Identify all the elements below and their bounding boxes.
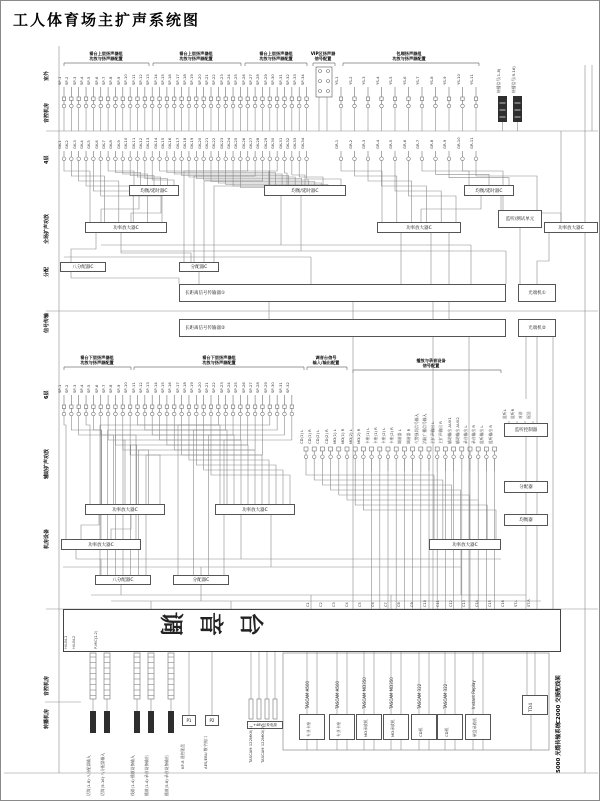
td4-box [522,695,548,715]
connector-code-label: GK-16 [167,137,173,149]
console-channel-code: C16 [501,600,505,607]
console-channel-code: ST-L [514,599,518,607]
console-channel-code: C11 [436,600,440,607]
group-header-line: 看台下层扬声器组 [202,355,236,360]
connector-code-label: SP-31 [277,382,283,393]
group-header-line: VIP区扬声器 [310,51,336,56]
connector-code-label: SP-7 [101,384,107,393]
connector-code-label: SP-13 [145,382,151,393]
connector-code-label: GK-5 [86,140,92,149]
group-header-line: 看台上层扬声器组 [89,51,123,56]
connector-code-label: GK-1 [57,140,62,149]
connector-code-label: YS-7 [415,76,420,85]
console-channel-code: C6 [371,602,375,607]
equipment-box: 八分配器C [60,262,106,272]
device-box [437,714,463,740]
group-header-line: 输入/输出配置 [312,360,340,366]
connector-code-label: GK-3 [71,140,77,149]
kp-caption: KP-8 遥控键盘 [180,744,185,769]
connector-code-label: SP-27 [248,382,254,393]
console-channel-code: C1 [306,602,310,607]
connector-code-label: GK-12 [137,137,143,149]
connector-code-label: SP-27 [248,74,254,85]
console-input-code: H4-IN-1 [64,635,68,649]
device-model-label: TASCAM A500 [305,680,310,709]
tie-line-label: 话筒(1-8)·八分配器输入 [86,755,91,796]
connector-code-label: SP-10 [123,382,129,393]
device-type-label: MD录放机 [363,719,368,737]
connector-code-label: 录音输出 L [463,425,468,444]
group-header-line: 播放与录音设备 [416,358,446,363]
connector-code-label: GR-5 [388,139,393,149]
connector-code-label: 卡座(1) L [364,427,370,444]
connector-code-label: GK-11 [130,137,136,149]
connector-code-label: SP-7 [101,76,107,85]
zone-label: 室外 [44,70,50,81]
connector-code-label: YS-1 [334,76,339,85]
group-header-line: 看台上层扬声器组 [179,51,213,56]
equipment-box: 均衡器 [504,514,548,526]
group-header-line: 功放与扬声器配置 [259,56,293,62]
connector-code-label: SP-13 [145,74,151,85]
monitor-tick-label: 监听R [510,408,515,419]
connector-code-label: 录音输出 R [471,424,477,444]
connector-code-label: SP-4 [79,384,85,393]
equipment-box: 功率放大器C [61,539,141,550]
connector-code-label: SP-2 [64,384,70,393]
device-type-label: 硬盘录放机 [472,718,477,737]
kp-box: P1 [182,715,196,726]
equipment-box: 光端机① [518,284,556,302]
group-header-line: 包厢扬声器组 [396,51,422,56]
connector-code-label: GK-20 [196,137,202,149]
console-channel-code: C13 [462,600,466,607]
connector-code-label: GK-32 [284,137,290,149]
connector-code-label: SP-26 [240,382,246,393]
connector-code-label: SP-15 [159,74,165,85]
device-model-label: TASCAM 322 [417,683,422,709]
group-header [259,51,293,61]
connector-code-label: GK-26 [240,137,246,149]
connector-code-label: GK-13 [145,137,151,149]
connector-code-label: SP-30 [270,382,276,393]
equipment-box: 分配器 [504,481,548,493]
zone-label: 信号传输 [44,312,50,333]
connector-code-label: MD(1) L [331,429,337,444]
group-header [313,355,340,365]
connector-code-label: 辅助输出 AUX2 [454,417,460,444]
connector-code-label: SP-10 [123,74,129,85]
broadcast-strip-label: 转播信号(1-8) [495,68,501,93]
connector-code-label: GR-10 [455,137,461,149]
group-header-line: 功放与扬声器配置 [80,360,114,366]
connector-code-label: YS-10 [455,74,461,85]
connector-code-label: SP-22 [211,74,217,85]
connector-code-label: SP-28 [255,74,261,85]
console-channel-code: C14 [475,600,479,607]
connector-code-label: GK-27 [248,137,254,149]
connector-code-label: SP-33 [292,74,298,85]
connector-code-label: SP-3 [71,384,77,393]
connector-code-label: 主扩声输出 R [438,421,444,444]
equipment-box: 长距离信号传输器① [179,284,506,302]
connector-code-label: SP-2 [64,76,70,85]
connector-code-label: SP-16 [167,74,173,85]
monitor-tick-label: 对讲 [518,411,523,419]
zone-label: 4层 [44,155,50,164]
connector-code-label: GK-6 [93,140,99,149]
connector-code-label: GR-8 [428,139,434,149]
connector-code-label: GR-4 [374,139,380,149]
console-channel-code: C3 [332,602,336,607]
connector-code-label: 监听输出 L [479,425,485,444]
connector-code-label: GK-4 [79,140,85,149]
mixing-console-label [151,612,271,636]
cassette-deck-label: TASCAM 122MKII(1) [248,725,253,763]
connector-code-label: SP-1 [57,76,62,85]
connector-code-label: CD(1) R [307,429,313,444]
equipment-box: 分配器C [179,262,219,272]
connector-code-label: GK-25 [233,137,239,149]
connector-code-label: GK-21 [204,137,209,149]
console-channel-code: C9 [410,602,414,607]
tie-line-label: 话筒(9-16)·八分配器输入 [100,752,105,796]
connector-code-label: SP-24 [226,74,232,85]
connector-code-label: SP-14 [152,74,158,85]
group-header [179,51,213,61]
broadcast-strip-label: 转播信号(9-16) [510,66,516,93]
connector-code-label: SP-31 [277,74,283,85]
device-box [329,714,355,740]
equipment-box: 均衡/延时器C [264,185,346,196]
console-channel-code: C12 [449,600,453,607]
optical-system-label: C2000 交接配线架 [556,675,562,724]
connector-code-label: SP-19 [189,382,195,393]
device-model-label: TASCAM A500 [335,680,340,709]
group-header [311,51,336,61]
connector-code-label: SP-21 [204,74,209,85]
group-header-line: 信号配置 [422,363,440,369]
connector-code-label: GK-8 [108,140,114,149]
connector-code-label: GK-9 [115,140,121,149]
connector-code-label: SP-12 [137,382,143,393]
equipment-box: 均衡/延时器C [464,185,514,196]
group-header [89,51,123,61]
equipment-box: 长距离信号传输器② [179,319,506,337]
group-header-line: 功放与扬声器配置 [392,56,426,62]
group-header-line: 看台下层扬声器组 [80,355,114,360]
connector-code-label: SP-23 [218,74,224,85]
cassette-deck-label: TASCAM 122MKII(2) [260,725,265,763]
console-input-code: P-MIC(1-2) [94,630,98,649]
console-channel-code: C7 [384,602,388,607]
connector-code-label: GR-3 [361,139,366,149]
connector-code-label: SP-32 [284,74,290,85]
device-model-label: TASCAM 322 [443,683,448,709]
connector-code-label: SP-34 [299,74,305,85]
td4-label: TD4 [529,702,534,712]
zone-label: 转播机房 [44,708,50,729]
connector-code-label: 调谐器 R [405,428,411,444]
equipment-box: 功率放大器C [377,222,461,233]
group-header [80,355,114,365]
connector-code-label: 卡座(2) L [381,427,386,444]
console-channel-code: ST-R [527,599,531,607]
connector-code-label: GR-6 [401,139,407,149]
connector-code-label: SP-6 [93,76,99,85]
connector-code-label: SP-28 [255,382,261,393]
connector-code-label: CD(1) L [299,429,304,444]
device-model-label: TASCAM MD350 [389,677,394,709]
page-title: 工人体育场主扩声系统图 [13,11,201,29]
connector-code-label: 火警强切信号输入 [413,413,419,444]
connector-code-label: MD(2) R [356,428,362,444]
optical-system-label: 5000 光缆传输系统 [556,722,562,773]
connector-code-label: YS-6 [401,76,407,85]
connector-code-label: GK-10 [123,137,129,149]
connector-code-label: GK-14 [152,137,158,149]
connector-code-label: 消防广播信号输入 [422,413,427,444]
connector-code-label: MD(2) L [348,429,354,444]
device-box [465,714,491,740]
connector-code-label: SP-15 [159,382,165,393]
connector-code-label: GK-15 [159,137,165,149]
console-channel-code: C10 [423,600,427,607]
zone-label: 机房设备 [44,528,50,549]
connector-code-label: YS-2 [347,76,353,85]
device-type-label: 专业卡座 [336,721,341,737]
equipment-box: 八分配器C [95,575,151,585]
tie-line-label: 线路(1-4)·播放设备输入 [130,755,135,796]
connector-code-label: GK-30 [270,137,276,149]
connector-code-label: SP-18 [181,74,187,85]
device-type-label: CD机 [418,727,423,737]
connector-code-label: GK-22 [211,137,217,149]
device-box [383,714,409,740]
connector-code-label: SP-16 [167,382,173,393]
connector-code-label: GK-2 [64,140,70,149]
console-input-code: H4-IN-2 [72,635,76,649]
connector-code-label: GK-29 [262,137,268,149]
connector-code-label: CD(2) L [315,429,321,444]
connector-code-label: SP-20 [196,382,202,393]
connector-code-label: SP-11 [130,74,136,85]
device-type-label: 专业卡座 [306,721,311,737]
connector-code-label: SP-5 [86,76,92,85]
monitor-tick-label: 返送 [526,411,531,419]
connector-code-label: 卡座(2) R [389,427,395,444]
connector-code-label: SP-17 [174,74,180,85]
equipment-box: 功率放大器C [85,504,165,515]
tie-line-label: 播放(1-4)·录音设备输出 [144,755,149,796]
connector-code-label: SP-1 [57,384,62,393]
console-channel-code: C5 [358,602,362,607]
connector-code-label: YS-9 [442,76,447,85]
connector-code-label: SP-23 [218,382,224,393]
connector-code-label: 调谐器 L [397,429,403,444]
connector-code-label: SP-4 [79,76,85,85]
device-type-label: CD机 [444,727,449,737]
group-header [202,355,236,365]
connector-code-label: SP-30 [270,74,276,85]
connector-code-label: GK-24 [226,137,232,149]
equipment-box: 功率放大器C [544,222,598,233]
console-label-char: 台 [237,612,265,636]
connector-code-label: SP-29 [262,382,268,393]
connector-code-label: YS-11 [469,74,474,85]
group-header [392,51,426,61]
connector-code-label: GK-28 [255,137,261,149]
zone-label: 音控机房 [44,675,50,696]
tie-line-label: 播放(5-8)·录音设备输出 [164,755,169,796]
group-header-line: 看台上层扬声器组 [259,51,293,56]
connector-code-label: SP-25 [233,382,239,393]
equipment-box: 功率放大器C [215,504,295,515]
connector-code-label: SP-18 [181,382,187,393]
mixing-console-box [63,609,561,652]
zone-label: 6层 [44,390,50,399]
connector-code-label: SP-26 [240,74,246,85]
group-header-line: 功放与扬声器配置 [179,56,213,62]
kp-box: P2 [205,715,219,726]
connector-code-label: SP-14 [152,382,158,393]
equipment-box: 监听控制器 [504,423,548,437]
connector-code-label: GK-31 [277,137,283,149]
connector-code-label: SP-5 [86,384,92,393]
connector-code-label: YS-8 [428,76,434,85]
connector-code-label: GR-1 [334,139,339,149]
group-header [416,358,445,368]
device-box [299,714,325,740]
console-label-char: 音 [197,612,225,636]
group-header-line: 功放与扬声器配置 [89,56,123,62]
group-header-line: 信号配置 [314,56,332,62]
connector-code-label: GK-18 [181,137,187,149]
connector-code-label: SP-3 [71,76,77,85]
connector-code-label: GK-17 [174,137,180,149]
equipment-box: 功率放大器C [85,222,167,233]
connector-code-label: 主扩声输出 L [430,421,436,444]
connector-code-label: GK-33 [292,137,298,149]
connector-code-label: MD(1) R [340,428,345,444]
zone-label: 辅助扩声功放 [44,448,50,479]
connector-code-label: GR-9 [442,139,447,149]
connector-code-label: GK-19 [189,137,195,149]
connector-code-label: SP-17 [174,382,180,393]
equipment-box: 均衡/延时器C [129,185,179,196]
connector-code-label: SP-8 [108,76,114,85]
device-model-label: TASCAM MD350 [362,677,367,709]
nodes-layer [1,1,600,801]
equipment-box: 分配器C [173,575,229,585]
connector-code-label: SP-32 [284,382,290,393]
console-label-char: 调 [157,612,185,636]
group-header-line: 调音台信号 [315,355,337,360]
connector-code-label: SP-9 [115,76,121,85]
connector-code-label: SP-25 [233,74,239,85]
device-model-label: Instant Replay [471,680,476,709]
connector-code-label: SP-6 [93,384,99,393]
console-channel-code: C8 [397,602,401,607]
zone-label: 音控机房 [44,102,50,123]
connector-code-label: SP-29 [262,74,268,85]
connector-code-label: 监听输出 R [487,424,493,444]
connector-code-label: YS-3 [361,76,366,85]
equipment-box: 监听/测试单元 [498,210,542,228]
zone-label: 全场扩声功放 [44,213,50,244]
connector-code-label: SP-19 [189,74,195,85]
kp-caption: AES/EBU 数字接口 [203,736,208,769]
connector-code-label: GK-34 [299,137,305,149]
connector-code-label: YS-4 [374,76,380,85]
connector-code-label: SP-24 [226,382,232,393]
connector-code-label: GR-2 [347,139,353,149]
device-box [411,714,437,740]
monitor-tick-label: 监听L [502,409,507,419]
connector-code-label: GK-23 [218,137,224,149]
group-header-line: 功放与扬声器配置 [202,360,236,366]
connector-code-label: SP-22 [211,382,217,393]
connector-code-label: SP-11 [130,382,136,393]
connector-code-label: SP-20 [196,74,202,85]
connector-code-label: 卡座(1) R [372,427,378,444]
equipment-box: 功率放大器C [429,539,501,550]
connector-code-label: 辅助输出 AUX1 [446,417,452,444]
zone-label: 分配 [44,266,50,277]
device-type-label: MD录放机 [390,719,395,737]
device-box [356,714,382,740]
connector-code-label: GR-11 [469,137,474,149]
connector-code-label: SP-9 [115,384,121,393]
equipment-box: 光端机② [518,319,556,337]
console-channel-code: C2 [319,602,323,607]
connector-code-label: CD(2) R [323,429,329,444]
console-channel-code: C15 [488,600,492,607]
connector-code-label: SP-21 [204,382,209,393]
connector-code-label: YS-5 [388,76,393,85]
phantom-power-label: +48V幻象电源 [247,721,283,729]
connector-code-label: SP-12 [137,74,143,85]
console-channel-code: C4 [345,602,349,607]
connector-code-label: GR-7 [415,139,420,149]
connector-code-label: GK-7 [101,140,107,149]
connector-code-label: SP-8 [108,384,114,393]
